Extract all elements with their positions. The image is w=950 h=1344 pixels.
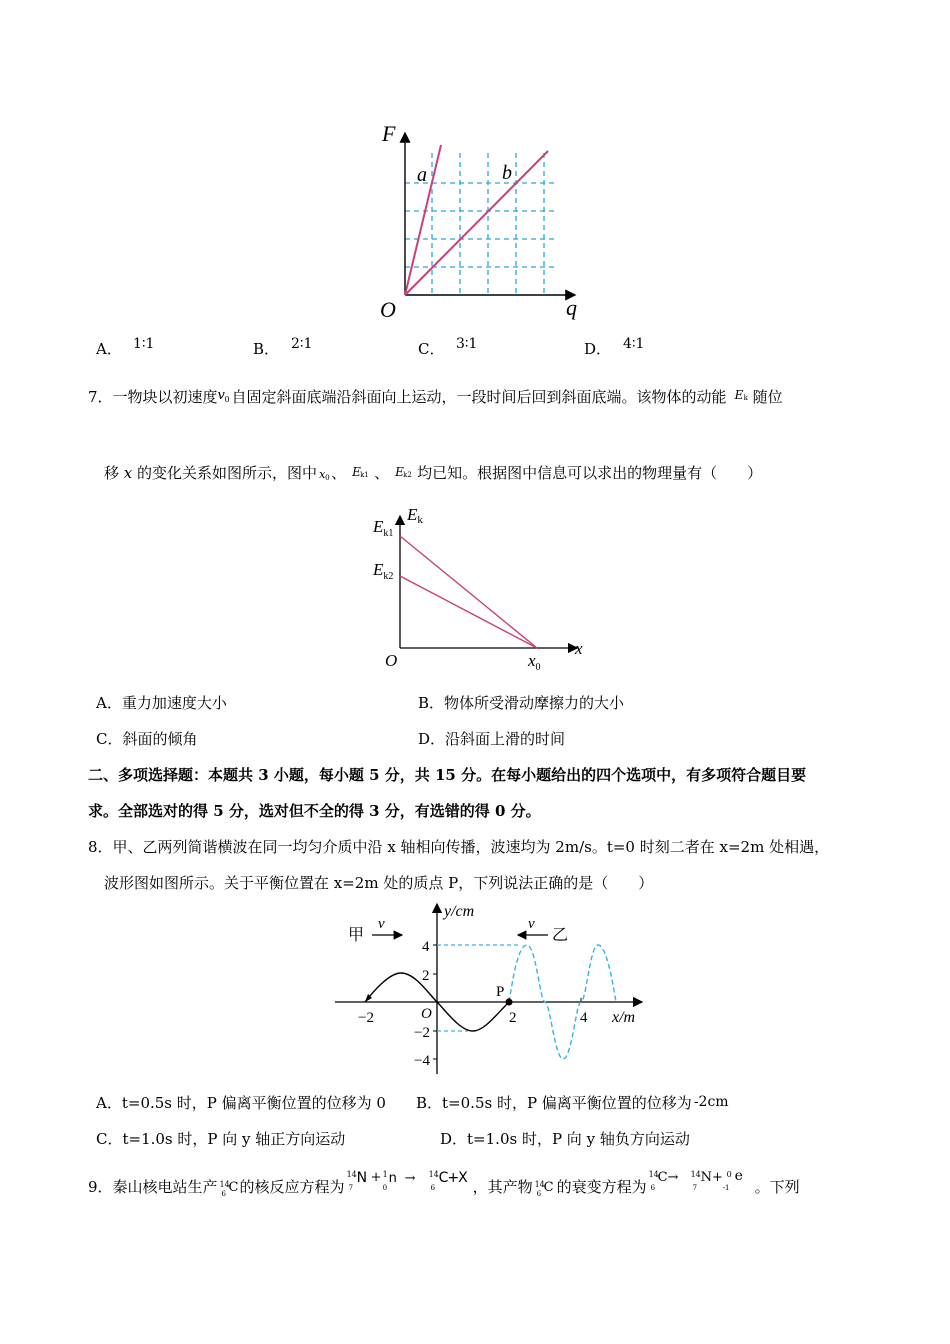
v-right-label: v: [528, 916, 535, 932]
origin-label: O: [380, 297, 396, 322]
ek-x-graph: [365, 500, 595, 675]
point-p-label: P: [496, 984, 505, 1000]
origin-label: O: [421, 1006, 432, 1022]
y-axis-label: y/cm: [444, 903, 475, 920]
label-ek1: $E_{k1}$: [373, 517, 394, 539]
q6-option-d-text: 4∶1: [623, 336, 645, 352]
q8-stem-line2: 波形图如图所示。关于平衡位置在 x=2m 处的质点 P，下列说法正确的是（ ）: [104, 874, 654, 892]
q8-option-d[interactable]: D．t=1.0s 时，P 向 y 轴负方向运动: [440, 1130, 690, 1148]
tick-x-neg2: −2: [358, 1010, 374, 1026]
q8-option-a[interactable]: A．t=0.5s 时，P 偏离平衡位置的位移为 0: [96, 1094, 386, 1112]
label-ek2: $E_{k2}$: [373, 560, 394, 582]
lower-line: [400, 576, 537, 648]
wave-jia-label: 甲: [348, 927, 365, 944]
x-label: x: [575, 639, 583, 658]
wave-graph: [330, 898, 660, 1080]
q8-stem-line1: 8．甲、乙两列简谐横波在同一均匀介质中沿 x 轴相向传播，波速均为 2m/s。t=0 时刻二者在 x=2m 处相遇，: [88, 838, 830, 856]
q7-option-b[interactable]: B．物体所受滑动摩擦力的大小: [418, 694, 625, 712]
q7-stem-line1: 7．一物块以初速度 v 0 自固定斜面底端沿斜面向上运动，一段时间后回到斜面底端。该物体的动能 E k 随位: [88, 388, 783, 406]
q6-option-a-text: 1∶1: [133, 336, 155, 352]
tick-y-neg4: −4: [414, 1053, 430, 1069]
q7-option-d[interactable]: D．沿斜面上滑的时间: [418, 730, 566, 748]
y-label-F: F: [382, 121, 396, 146]
q6-option-c[interactable]: C．: [418, 340, 445, 358]
x-label-q: q: [566, 295, 577, 320]
origin-label: O: [385, 651, 398, 670]
label-x0: $x_0$: [528, 651, 541, 673]
q6-option-b[interactable]: B．: [253, 340, 280, 358]
section2-heading-line1: 二、多项选择题：本题共 3 小题，每小题 5 分，共 15 分。在每小题给出的四个选项中，有多项符合题目要: [88, 766, 807, 784]
v-left-label: v: [378, 916, 385, 932]
tick-y-neg2: −2: [414, 1025, 430, 1041]
section2-heading-line2: 求。全部选对的得 5 分，选对但不全的得 3 分，有选错的得 0 分。: [88, 802, 541, 820]
q8-option-b[interactable]: B．t=0.5s 时，P 偏离平衡位置的位移为 -2cm: [416, 1094, 729, 1112]
tick-x-4: 4: [580, 1010, 588, 1026]
label-b: b: [502, 162, 512, 184]
q8-option-c[interactable]: C．t=1.0s 时，P 向 y 轴正方向运动: [96, 1130, 346, 1148]
x-axis-label: x/m: [612, 1009, 636, 1026]
q7-stem-line2: 移 x 的变化关系如图所示，图中 x 0 、 E k1 、 E k2 均已知。根据图中信息可以求出的物理量有（ ）: [104, 464, 763, 482]
q6-option-d[interactable]: D．: [584, 340, 612, 358]
q7-option-c[interactable]: C．斜面的倾角: [96, 730, 198, 748]
q6-option-c-text: 3∶1: [456, 336, 478, 352]
tick-y-2: 2: [422, 968, 430, 984]
q6-option-b-text: 2∶1: [291, 336, 313, 352]
fq-graph: [370, 115, 595, 330]
y-label-ek: Ek: [407, 505, 423, 526]
tick-y-4: 4: [422, 939, 430, 955]
q6-option-a[interactable]: A．: [96, 340, 122, 358]
wave-yi-label: 乙: [552, 927, 569, 944]
upper-line: [400, 536, 537, 648]
label-a: a: [417, 164, 427, 186]
tick-x-2: 2: [509, 1010, 517, 1026]
q9-stem: 9．秦山核电站生产 14 6 C 的核反应方程为 14 7 N + 1 0 n → 14 6 C+X ，其产物 14 6 C 的衰变方程为 14 6 C→ 14 7 N+ 0 -1 e 。下列: [88, 1168, 800, 1198]
q7-option-a[interactable]: A．重力加速度大小: [96, 694, 227, 712]
